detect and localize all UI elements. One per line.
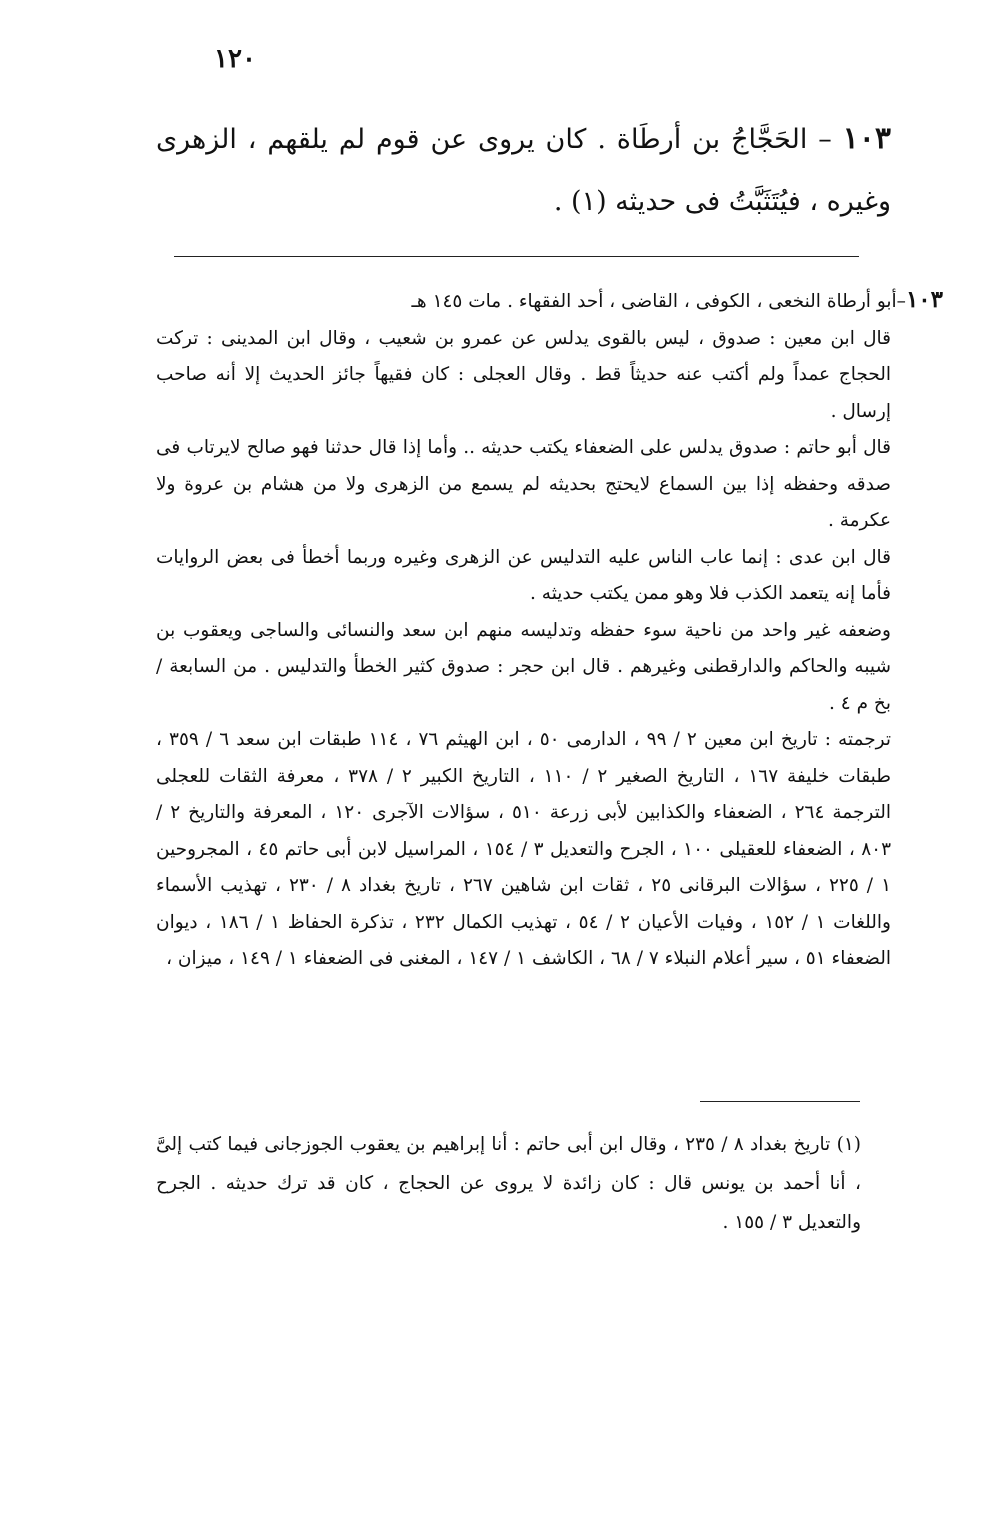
notes-paragraph: قال أبو حاتم : صدوق يدلس على الضعفاء يكتب حديثه .. وأما إذا قال حدثنا فهو صالح لايرتاب فى صدقه وحفظه إذا بين السماع لايحتج بحديثه لم يسمع من الزهرى ولا من هشام بن عروة ولا عكرمة .: [156, 437, 891, 531]
notes-heading-line: [156, 282, 943, 321]
footnote: (١) تاريخ بغداد ٨ / ٢٣٥ ، وقال ابن أبى حاتم : أنا إبراهيم بن يعقوب الجوزجانى فيما كتب إلىَّ ، أنا أحمد بن يونس قال : كان زائدة لا يروى عن الحجاج ، كان قد ترك حديثه . الجرح والتعديل ٣ / ١٥٥ .: [156, 1134, 861, 1233]
biographical-notes: [156, 282, 943, 978]
notes-paragraph-references: ترجمته : تاريخ ابن معين ٢ / ٩٩ ، الدارمى ٥٠ ، ابن الهيثم ٧٦ ، ١١٤ طبقات ابن سعد ٦ / ٣٥٩ ، طبقات خليفة ١٦٧ ، التاريخ الصغير ٢ / ١١٠ ، التاريخ الكبير ٢ / ٣٧٨ ، معرفة الثقات للعجلى الترجمة ٢٦٤ ، الضعفاء والكذابين لأبى زرعة ٥١٠ ، سؤالات الآجرى ١٢٠ ، المعرفة والتاريخ ٢ / ٨٠٣ ، الضعفاء للعقيلى ١٠٠ ، الجرح والتعديل ٣ / ١٥٤ ، المراسيل لابن أبى حاتم ٤٥ ، المجروحين ١ / ٢٢٥ ، سؤالات البرقانى ٢٥ ، ثقات ابن شاهين ٢٦٧ ، تاريخ بغداد ٨ / ٢٣٠ ، تهذيب الأسماء واللغات ١ / ١٥٢ ، وفيات الأعيان ٢ / ٥٤ ، تهذيب الكمال ٢٣٢ ، تذكرة الحفاظ ١ / ١٨٦ ، ديوان الضعفاء ٥١ ، سير أعلام النبلاء ٧ / ٦٨ ، الكاشف ١ / ١٤٧ ، المغنى فى الضعفاء ١ / ١٤٩ ، ميزان ،: [156, 729, 892, 969]
notes-entry-number: ١٠٣: [905, 286, 943, 313]
notes-paragraph: وضعفه غير واحد من ناحية سوء حفظه وتدليسه منهم ابن سعد والنسائى والساجى ويعقوب بن شيبه والحاكم والدارقطنى وغيرهم . قال ابن حجر : صدوق كثير الخطأ والتدليس . من السابعة / بخ م ٤ .: [156, 619, 891, 714]
main-entry: [156, 108, 891, 233]
main-entry-text: – الحَجَّاجُ بن أرطَاة . كان يروى عن قوم لم يلقهم ، الزهرى وغيره ، فيُتَثَبَّتُ فى حديثه (١) .: [156, 124, 891, 217]
notes-heading-text: –أبو أرطاة النخعى ، الكوفى ، القاضى ، أحد الفقهاء . مات ١٤٥ هـ: [411, 291, 906, 312]
section-divider: [174, 256, 859, 257]
page-number: ١٢٠: [214, 44, 256, 74]
notes-paragraph: قال ابن معين : صدوق ، ليس بالقوى يدلس عن عمرو بن شعيب ، وقال ابن المدينى : تركت الحجاج عمداً ولم أكتب عنه حديثاً قط . وقال العجلى : كان فقيهاً جائز الحديث إلا أنه صاحب إرسال .: [156, 327, 891, 422]
footnote-divider: [700, 1101, 860, 1102]
main-entry-number: ١٠٣: [842, 121, 892, 156]
notes-paragraph: قال ابن عدى : إنما عاب الناس عليه التدليس عن الزهرى وغيره وربما أخطأ فى بعض الروايات فأما إنه يتعمد الكذب فلا وهو ممن يكتب حديثه .: [156, 546, 891, 604]
